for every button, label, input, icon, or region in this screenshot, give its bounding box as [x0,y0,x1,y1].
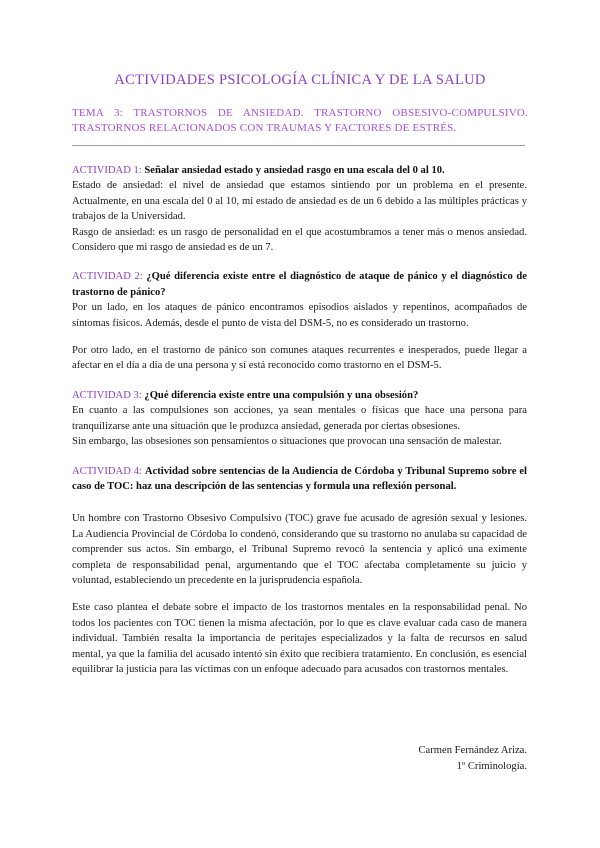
author-name: Carmen Fernández Ariza. [418,745,527,756]
activity-2-heading [72,269,527,300]
activity-4-paragraph: Este caso plantea el debate sobre el impacto de los trastornos mentales en la responsabilidad penal. No todos los pacientes con TOC tienen la misma afectación, por lo que es clave evaluar cada caso de manera individual. También resalta la importancia de peritajes especializados y la falta de recursos en salud mental, ya que la familia del acusado intentó sin éxito que recibiera tratamiento. En conclusión, es esencial equilibrar la justicia para las víctimas con un enfoque adecuado para acusados con trastornos mentales. [72,602,527,675]
document-title: ACTIVIDADES PSICOLOGÍA CLÍNICA Y DE LA SALUD [114,72,486,88]
activity-4-paragraph: Un hombre con Trastorno Obsesivo Compulsivo (TOC) grave fue acusado de agresión sexual y lesiones. La Audiencia Provincial de Córdoba lo condenó, considerando que su trastorno no anulaba su capacidad de comprender sus actos. Sin embargo, el Tribunal Supremo revocó la sentencia y aplicó una eximente completa de responsabilidad penal, argumentando que el TOC afectaba completamente su juicio y voluntad, estableciendo un precedente en la jurisprudencia española. [72,513,527,586]
divider-line [72,145,525,146]
activity-2-question: ¿Qué diferencia existe entre el diagnóstico de ataque de pánico y el diagnóstico de trastorno de pánico? [72,271,527,298]
activity-3-heading [72,388,527,403]
activity-1-question: Señalar ansiedad estado y ansiedad rasgo en una escala del 0 al 10. [144,165,445,176]
activity-3-paragraph: En cuanto a las compulsiones son acciones, ya sean mentales o físicas que hace una persona para tranquilizarse ante una situación que le produzca ansiedad, generada por ciertas obsesiones. [72,405,527,432]
activity-4-label: ACTIVIDAD 4: [72,465,142,477]
document-body [72,163,527,677]
activity-3-question: ¿Qué diferencia existe entre una compulsión y una obsesión? [144,389,419,401]
author-course: 1º Criminología. [456,761,527,772]
activity-2-label: ACTIVIDAD 2: [72,271,143,283]
activity-2-paragraph: Por otro lado, en el trastorno de pánico son comunes ataques recurrentes e inesperados, puede llegar a afectar en el día a día de una persona y sí está reconocido como trastorno en el DSM-5. [72,345,527,372]
signature-block [418,743,527,775]
activity-1-paragraph: Rasgo de ansiedad: es un rasgo de personalidad en el que acostumbramos a tener más o menos ansiedad. Considero que mi rasgo de ansiedad es de un 7. [72,226,527,254]
activity-3-paragraph: Sin embargo, las obsesiones son pensamientos o situaciones que provocan una sensación de malestar. [72,436,502,448]
activity-4-heading [72,464,527,495]
activity-1-label: ACTIVIDAD 1: [72,165,142,176]
activity-3-label: ACTIVIDAD 3: [72,389,142,401]
activity-4-question: Actividad sobre sentencias de la Audiencia de Córdoba y Tribunal Supremo sobre el caso de TOC: haz una descripción de las sentencias y formula una reflexión personal. [72,465,527,492]
topic-subtitle: TEMA 3: TRASTORNOS DE ANSIEDAD. TRASTORNO OBSESIVO-COMPULSIVO. TRASTORNOS RELACIONADOS CON TRAUMAS Y FACTORES DE ESTRÉS. [72,107,528,134]
activity-2-paragraph: Por un lado, en los ataques de pánico encontramos episodios aislados y repentinos, acompañados de síntomas físicos. Además, desde el punto de vista del DSM-5, no es considerado un trastorno. [72,302,527,329]
activity-1-paragraph: Estado de ansiedad: el nivel de ansiedad que estamos sintiendo por un problema en el presente. Actualmente, en una escala del 0 al 10, mi estado de ansiedad es de un 6 debido a las múltiples prácticas y trabajos de la Universidad. [72,180,527,223]
activity-1-heading [72,163,527,178]
